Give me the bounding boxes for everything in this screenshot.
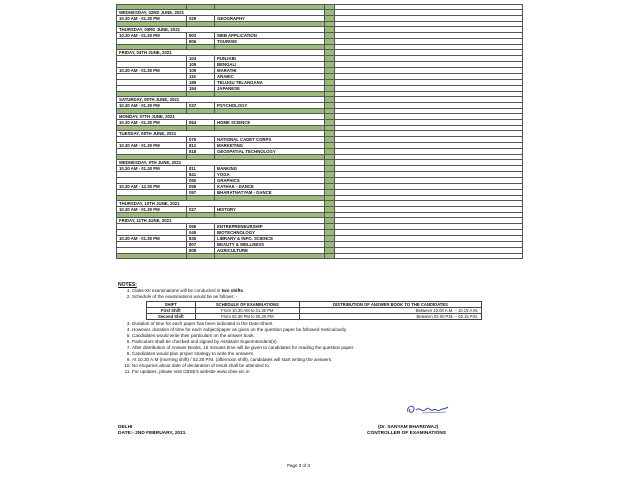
subject-name: BIOTECHNOLOGY — [215, 230, 325, 236]
subject-code: 104 — [187, 56, 215, 62]
band-cell — [187, 254, 215, 259]
note-item: 3. Duration of time for each paper has been indicated in the Date-Sheet. — [132, 321, 518, 327]
subject-code: 066 — [187, 224, 215, 230]
exam-time: 10.30 AM - 01.30 PM — [117, 236, 187, 242]
subject-code: 806 — [187, 39, 215, 45]
page-number: Page 3 of 3 — [287, 463, 311, 468]
day-label: THURSDAY, 03RD JUNE, 2021 — [117, 27, 325, 33]
subject-code: 064 — [187, 120, 215, 126]
subject-name: PUNJABI — [215, 56, 325, 62]
footer-place: DELHI — [118, 425, 133, 430]
subject-name: WEB APPLICATION — [215, 33, 325, 39]
subject-name: MARATHI — [215, 68, 325, 74]
subject-code: 812 — [187, 143, 215, 149]
shift-cell: From 02.30 PM to 05.30 PM — [195, 314, 299, 320]
subject-code: 109 — [187, 68, 215, 74]
day-label: WEDNESDAY, 02ND JUNE, 2021 — [117, 10, 325, 16]
note-item: 4. However, duration of time for each subject/paper as given on the question paper be followed meticulously. — [132, 327, 518, 333]
note-text: Class-XII examinations will be conducted in — [132, 288, 222, 293]
notes-title: NOTES: — [118, 282, 137, 288]
subject-code: 818 — [187, 149, 215, 155]
subject-name: BANKING — [215, 166, 325, 172]
subject-name: ENTREPRENEURSHIP — [215, 224, 325, 230]
note-item — [132, 294, 518, 320]
day-label: TUESDAY, 08TH JUNE, 2021 — [117, 131, 325, 137]
note-suffix: . — [243, 288, 245, 293]
exam-time: 10.30 AM - 01.30 PM — [117, 16, 187, 22]
exam-time: 10.30 AM - 01.30 PM — [117, 103, 187, 109]
subject-name: HISTORY — [215, 207, 325, 213]
subject-code: 045 — [187, 230, 215, 236]
exam-time: 10.30 AM - 01.30 PM — [117, 120, 187, 126]
shift-cell: Second Shift — [147, 314, 196, 320]
subject-code: 056 — [187, 184, 215, 190]
shift-cell: Between 10.00 A.M. – 10.15 A.M. — [300, 308, 482, 314]
subject-name: TELUGU TELANGANA — [215, 80, 325, 86]
notes-list — [118, 288, 518, 375]
day-label: SATURDAY, 05TH JUNE, 2021 — [117, 97, 325, 103]
subject-name: GEOSPATIAL TECHNOLOGY — [215, 149, 325, 155]
subject-name: LIBRARY & INFO. SCIENCE — [215, 236, 325, 242]
subject-name: PSYCHOLOGY — [215, 103, 325, 109]
subject-name: GRAPHICS — [215, 178, 325, 184]
subject-name: YOGA — [215, 172, 325, 178]
subject-name: BHARATNATYAM - DANCE — [215, 190, 325, 196]
date-sheet-table — [116, 4, 523, 259]
note-item: 10. No enquiries about date of declaration of result shall be attended to. — [132, 363, 518, 369]
subject-code: 027 — [187, 207, 215, 213]
subject-code: 116 — [187, 74, 215, 80]
day-label: FRIDAY, 04TH JUNE, 2021 — [117, 50, 325, 56]
subject-code: 841 — [187, 172, 215, 178]
subject-name: JAPANESE — [215, 86, 325, 92]
exam-time: 10.30 AM - 01.30 PM — [117, 33, 187, 39]
shift-cell: From 10.30 AM to 01.30 PM — [195, 308, 299, 314]
subject-code: 811 — [187, 166, 215, 172]
subject-name: HOME SCIENCE — [215, 120, 325, 126]
day-label: THURSDAY, 10TH JUNE, 2021 — [117, 201, 325, 207]
footer-signatory: (Dr. SANYAM BHARDWAJ) — [378, 425, 439, 430]
band-cell — [325, 254, 335, 259]
subject-name: BENGALI — [215, 62, 325, 68]
subject-name: AGRICULTURE — [215, 248, 325, 254]
note-item: 9. At 10.30 A.M (morning shift) / 02.30 P.M. (afternoon shift), candidates will start writing the answers. — [132, 357, 518, 363]
subject-name: BEAUTY & WELLNESS — [215, 242, 325, 248]
note-item: 7. After distribution of Answer Books, 15 minutes time will be given to candidates for reading the question paper. — [132, 345, 518, 351]
note-item: 11. For updates, please visit CBSE's website www.cbse.nic.in — [132, 369, 518, 375]
subject-code: 807 — [187, 242, 215, 248]
note-item: 6. Particulars shall be checked and signed by Assistant Superintendent(s). — [132, 339, 518, 345]
signature-image — [402, 400, 462, 418]
exam-time: 10.30 AM - 01.30 PM — [117, 166, 187, 172]
exam-time: 10.30 AM - 01.30 PM — [117, 207, 187, 213]
subject-code: 808 — [187, 248, 215, 254]
band-cell — [215, 254, 325, 259]
subject-code: 050 — [187, 178, 215, 184]
subject-name: ARABIC — [215, 74, 325, 80]
subject-name: NATIONAL CADET CORPS — [215, 137, 325, 143]
footer-designation: CONTROLLER OF EXAMINATIONS — [367, 431, 447, 436]
exam-time: 10.30 AM - 01.30 PM — [117, 143, 187, 149]
subject-code: 105 — [187, 62, 215, 68]
shift-table — [146, 301, 482, 320]
note-item: 8. Candidates would plan proper strategy to write the answers. — [132, 351, 518, 357]
separator-row — [117, 254, 523, 259]
subject-name: GEOGRAPHY — [215, 16, 325, 22]
footer-date: DATE:- 2ND FEBRUARY, 2021 — [118, 431, 186, 436]
subject-code: 037 — [187, 103, 215, 109]
note-item: 5. Candidates would write their particulars on the answer book. — [132, 333, 518, 339]
exam-time: 10.30 AM - 12.30 PM — [117, 184, 187, 190]
shift-cell: Between 02.00 P.M. – 02.15 P.M. — [300, 314, 482, 320]
subject-code: 029 — [187, 16, 215, 22]
subject-code: 076 — [187, 137, 215, 143]
subject-name: KATHAK - DANCE — [215, 184, 325, 190]
shift-header: SCHEDULE OF EXAMINATIONS — [195, 302, 299, 308]
subject-code: 803 — [187, 33, 215, 39]
shift-header: SHIFT — [147, 302, 196, 308]
document-page — [112, 0, 522, 480]
subject-code: 194 — [187, 86, 215, 92]
note-bold: two shifts — [221, 288, 244, 293]
subject-code: 189 — [187, 80, 215, 86]
subject-name: TOURISM — [215, 39, 325, 45]
subject-code: 836 — [187, 236, 215, 242]
day-label: FRIDAY, 11TH JUNE, 2021 — [117, 218, 325, 224]
shift-cell: First Shift — [147, 308, 196, 314]
subject-name: MARKETING — [215, 143, 325, 149]
band-cell — [335, 254, 523, 259]
day-label: MONDAY, 07TH JUNE, 2021 — [117, 114, 325, 120]
shift-header: DISTRIBUTION OF ANSWER BOOK TO THE CANDIDATES — [300, 302, 482, 308]
band-cell — [117, 254, 187, 259]
notes-section — [118, 282, 518, 375]
subject-code: 057 — [187, 190, 215, 196]
exam-time: 10.30 AM - 01.30 PM — [117, 68, 187, 74]
day-label: WEDNESDAY, 9TH JUNE, 2021 — [117, 160, 325, 166]
note-text: Schedule of the examinations would be as follows: - — [132, 294, 238, 299]
